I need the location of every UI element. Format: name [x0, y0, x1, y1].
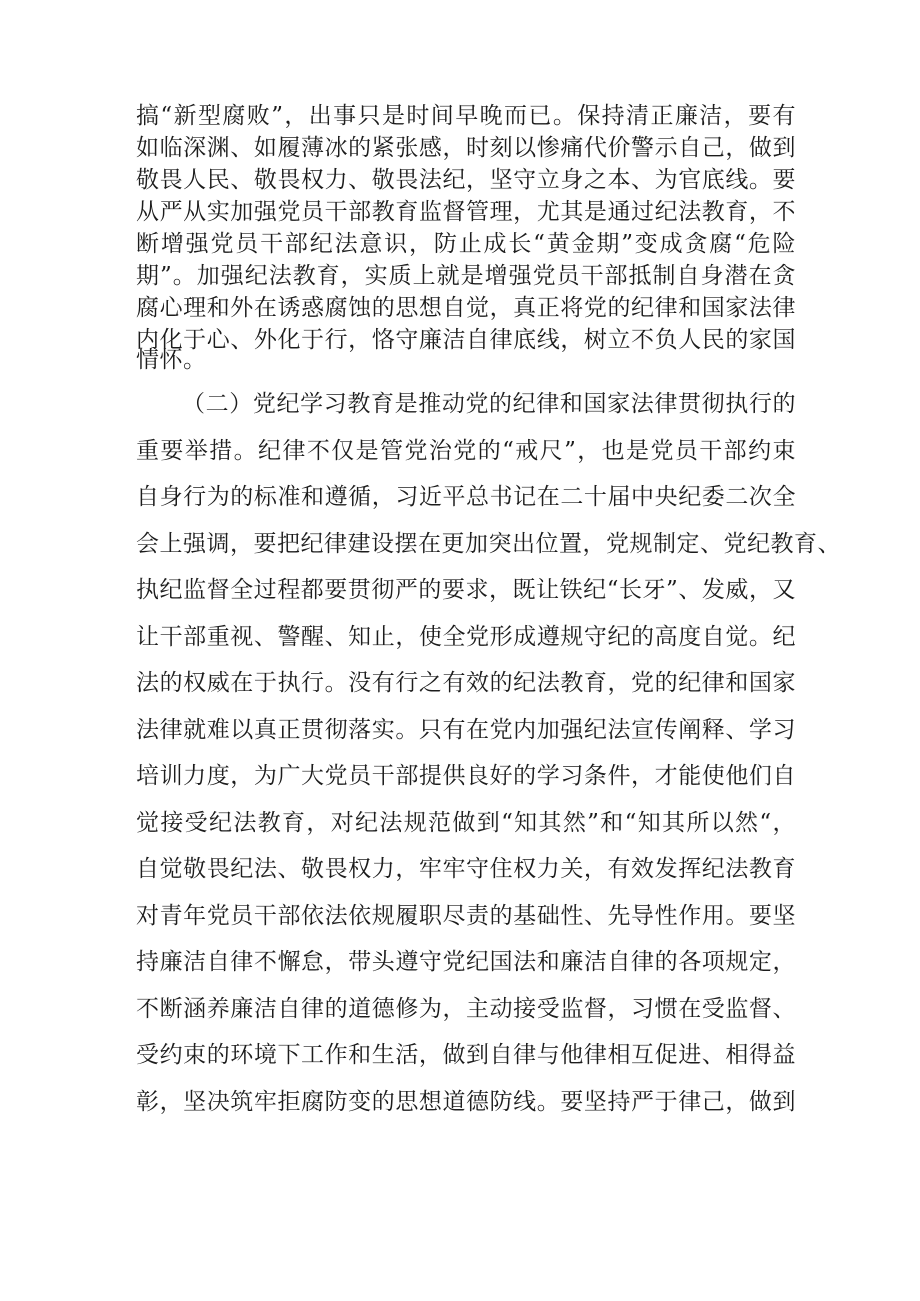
text-line: 自觉敬畏纪法、敬畏权力，牢牢守住权力关，有效发挥纪法教育 — [136, 856, 796, 882]
text-line: 期”。加强纪法教育，实质上就是增强党员干部抵制自身潜在贪 — [136, 263, 796, 289]
text-line: 如临深渊、如履薄冰的紧张感，时刻以惨痛代价警示自己，做到 — [136, 135, 796, 161]
text-line: 内化于心、外化于行，恪守廉洁自律底线，树立不负人民的家国 — [136, 327, 796, 353]
text-line: 不断涵养廉洁自律的道德修为，主动接受监督，习惯在受监督、 — [136, 996, 796, 1022]
text-line: 持廉洁自律不懈怠，带头遵守党纪国法和廉洁自律的各项规定， — [136, 949, 796, 975]
text-line: 自身行为的标准和遵循，习近平总书记在二十届中央纪委二次全 — [136, 484, 796, 510]
text-line: 执纪监督全过程都要贯彻严的要求，既让铁纪“长牙”、发威，又 — [136, 577, 796, 603]
text-line-last: 情怀。 — [136, 347, 207, 373]
text-line: 从严从实加强党员干部教育监督管理，尤其是通过纪法教育，不 — [136, 199, 796, 225]
text-line: 断增强党员干部纪法意识，防止成长“黄金期”变成贪腐“危险 — [136, 231, 796, 257]
text-line: 培训力度，为广大党员干部提供良好的学习条件，才能使他们自 — [136, 763, 796, 789]
text-line: 觉接受纪法教育，对纪法规范做到“知其然”和“知其所以然“， — [136, 810, 796, 836]
text-line: 彰，坚决筑牢拒腐防变的思想道德防线。要坚持严于律己，做到 — [136, 1089, 796, 1115]
text-line: 法的权威在于执行。没有行之有效的纪法教育，党的纪律和国家 — [136, 670, 796, 696]
text-line: 会上强调，要把纪律建设摆在更加突出位置，党规制定、党纪教育、 — [136, 531, 841, 557]
section-heading-line: （二）党纪学习教育是推动党的纪律和国家法律贯彻执行的 — [182, 391, 796, 417]
text-line: 受约束的环境下工作和生活，做到自律与他律相互促进、相得益 — [136, 1042, 796, 1068]
text-line: 敬畏人民、敬畏权力、敬畏法纪，坚守立身之本、为官底线。要 — [136, 167, 796, 193]
text-line: 法律就难以真正贯彻落实。只有在党内加强纪法宣传阐释、学习 — [136, 717, 796, 743]
text-line: 让干部重视、警醒、知止，使全党形成遵规守纪的高度自觉。纪 — [136, 624, 796, 650]
text-line: 重要举措。纪律不仅是管党治党的“戒尺”，也是党员干部约束 — [136, 438, 796, 464]
text-line: 对青年党员干部依法依规履职尽责的基础性、先导性作用。要坚 — [136, 903, 796, 929]
text-line: 腐心理和外在诱惑腐蚀的思想自觉，真正将党的纪律和国家法律 — [136, 295, 796, 321]
text-line: 搞“新型腐败”，出事只是时间早晚而已。保持清正廉洁，要有 — [136, 103, 796, 129]
